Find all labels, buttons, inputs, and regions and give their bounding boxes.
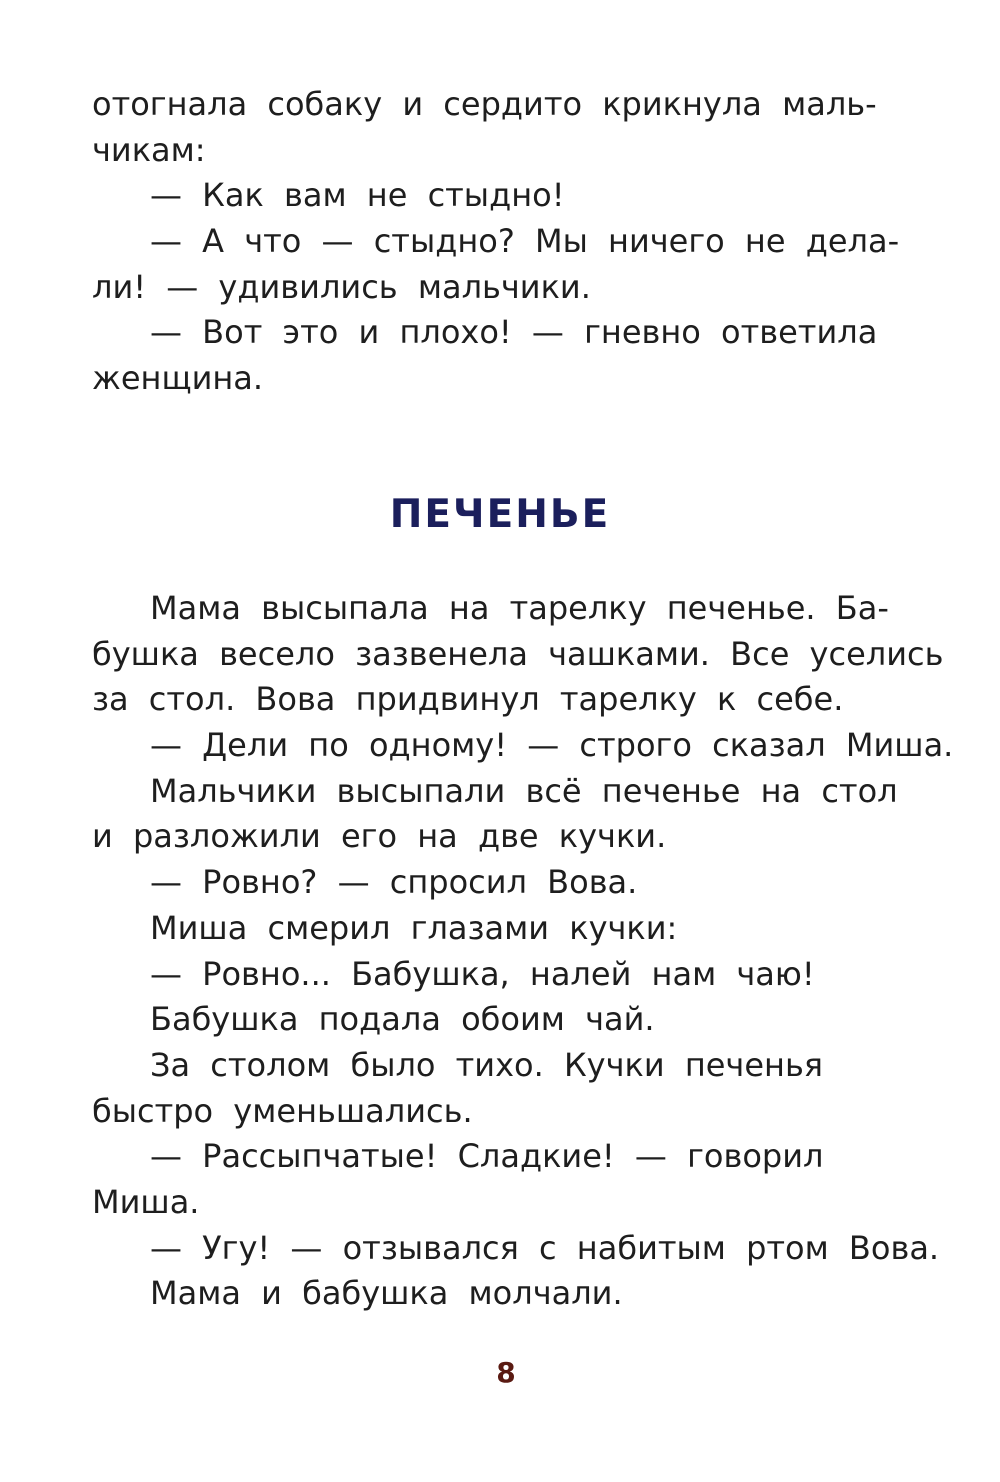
paragraph-line [92,1180,916,1226]
paragraph-line [92,1134,916,1180]
line-text: Миша. [92,1182,200,1221]
line-text: — Ровно? — спросил Вова. [150,863,638,902]
line-text: и разложили его на две кучки. [92,817,667,856]
story-title: ПЕЧЕНЬЕ [389,492,611,537]
line-text: — Вот это и плохо! — гневно ответила [150,313,878,352]
text-block-story [92,586,954,1317]
line-text: за стол. Вова придвинул тарелку к себе. [92,680,844,719]
line-text: За столом было тихо. Кучки печенья [150,1045,824,1084]
paragraph-line [92,82,916,128]
paragraph-line [92,1089,916,1135]
line-text: чикам: [92,130,206,169]
line-text: бушка весело зазвенела чашками. Все уселись [92,634,944,673]
paragraph-line [92,219,916,265]
paragraph-line [92,586,916,632]
line-text: ли! — удивились мальчики. [92,267,591,306]
paragraph-line [92,997,916,1043]
paragraph-line [92,310,916,356]
text-block-top [92,82,916,402]
line-text: — Как вам не стыдно! [150,176,565,215]
line-text: — Дели по одному! — строго сказал Миша. [150,726,954,765]
paragraph-line [92,265,916,311]
paragraph-line [92,952,916,998]
paragraph-line [92,723,954,769]
line-text: Мама и бабушка молчали. [150,1274,623,1313]
line-text: — Рассыпчатые! Сладкие! — говорил [150,1137,824,1176]
paragraph-line [92,173,916,219]
paragraph-line [92,677,916,723]
line-text: — Ровно... Бабушка, налей нам чаю! [150,954,815,993]
line-text: Мама высыпала на тарелку печенье. Ба- [150,589,889,627]
page-number: 8 [496,1356,516,1389]
line-text: — Угу! — отзывался с набитым ртом Вова. [150,1228,940,1267]
line-text: быстро уменьшались. [92,1091,473,1130]
paragraph-line [92,769,916,815]
line-text: — А что — стыдно? Мы ничего не дела- [150,222,900,261]
line-text: женщина. [92,359,264,398]
line-text: Бабушка подала обоим чай. [150,1000,655,1039]
paragraph-line [92,906,916,952]
paragraph-line [92,128,916,174]
paragraph-line [92,1043,916,1089]
paragraph-line [92,1226,940,1272]
paragraph-line [92,1271,916,1317]
line-text: Миша смерил глазами кучки: [150,908,678,947]
line-text: Мальчики высыпали всё печенье на стол [150,771,898,810]
paragraph-line [92,632,944,678]
paragraph-line [92,860,916,906]
paragraph-line [92,814,916,860]
paragraph-line [92,356,916,402]
line-text: отогнала собаку и сердито крикнула маль- [92,85,877,123]
